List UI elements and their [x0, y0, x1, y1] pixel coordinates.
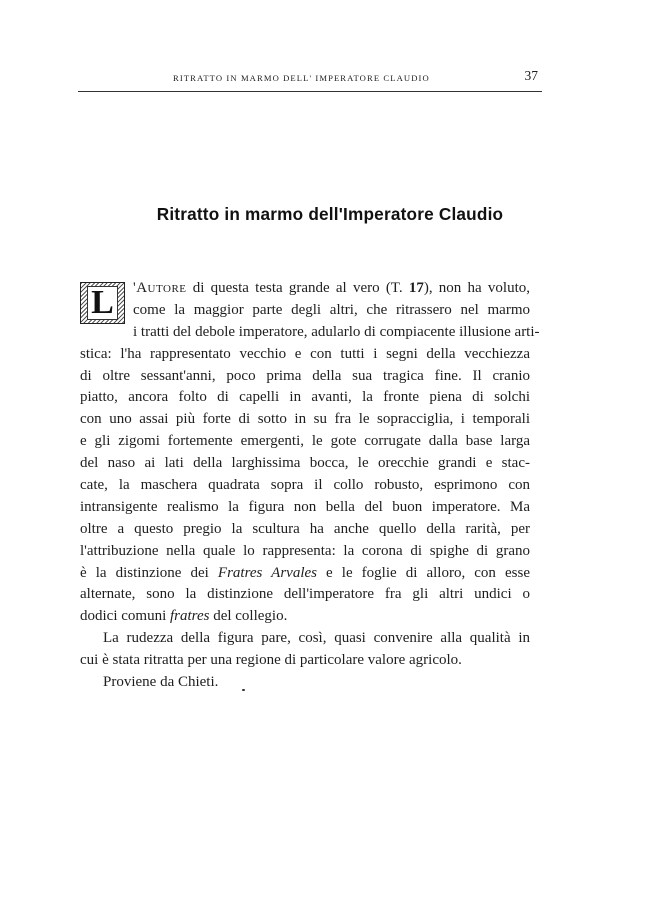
paragraph-1-line-10: cate, la maschera quadrata sopra il collo robusto, esprimono con: [80, 477, 530, 494]
drop-cap-ornament: [80, 282, 125, 324]
paragraph-1-line-7: con uno assai più forte di sotto in su fra le sopracciglia, i temporali: [80, 411, 530, 428]
paragraph-1-line-12: oltre a questo pregio la scultura ha anche quello della rarità, per: [80, 520, 530, 537]
header-rule: [78, 91, 542, 92]
paragraph-1-line-9: del naso ai lati della larghissima bocca, le orecchie grandi e stac-: [80, 455, 530, 472]
page-number: 37: [524, 68, 538, 83]
paragraph-3-line-1: Proviene da Chieti.: [103, 674, 219, 691]
text-span: ), non ha voluto,: [423, 280, 530, 296]
scan-speck: [242, 689, 245, 691]
text-span: Fratres Arvales: [217, 564, 317, 581]
paragraph-1-line-11: intransigente realismo la figura non bella del buon imperatore. Ma: [80, 498, 530, 515]
article-title: Ritratto in marmo dell'Imperatore Claudio: [156, 204, 504, 224]
text-span: è la distinzione dei: [80, 564, 218, 581]
paragraph-1-line-5: di oltre sessant'anni, poco prima della sua tragica fine. Il cranio: [80, 367, 530, 384]
text-span: 'Autore: [133, 280, 187, 296]
text-span: dodici comuni: [80, 608, 170, 625]
drop-cap-letter: L: [87, 286, 118, 320]
paragraph-2-line-1: La rudezza della figura pare, così, quasi convenire alla qualità in: [103, 630, 530, 647]
text-span: 17: [408, 280, 424, 296]
paragraph-1-line-13: l'attribuzione nella quale lo rappresenta: la corona di spighe di grano: [80, 542, 530, 559]
paragraph-1-line-15: alternate, sono la distinzione dell'imperatore fra gli altri undici o: [80, 586, 530, 603]
article-body: [80, 278, 540, 694]
paragraph-1-line-16: [80, 606, 530, 628]
running-header: [78, 70, 540, 86]
paragraph-1-line-4: stica: l'ha rappresentato vecchio e con tutti i segni della vecchiezza: [80, 345, 530, 362]
paragraph-1-line-1: [80, 278, 530, 300]
paragraph-1-line-8: e gli zigomi fortemente emergenti, le gote corrugate dalla base larga: [80, 433, 530, 450]
paragraph-1-line-6: piatto, ancora folto di capelli in avanti, la fronte piena di solchi: [80, 389, 530, 406]
text-span: di questa testa grande al vero (T.: [186, 280, 409, 296]
text-span: fratres: [170, 608, 210, 625]
paragraph-1-line-3: i tratti del debole imperatore, adularlo di compiacente illusione arti-: [133, 323, 540, 340]
running-title: RITRATTO IN MARMO DELL' IMPERATORE CLAUDIO: [173, 73, 430, 83]
text-span: del collegio.: [209, 608, 288, 625]
text-span: e le foglie di alloro, con esse: [316, 564, 530, 581]
paragraph-2-line-2: cui è stata ritratta per una regione di particolare valore agricolo.: [80, 652, 462, 669]
paragraph-1-line-14: [80, 563, 530, 585]
paragraph-1-line-2: come la maggior parte degli altri, che ritrassero nel marmo: [133, 301, 530, 318]
